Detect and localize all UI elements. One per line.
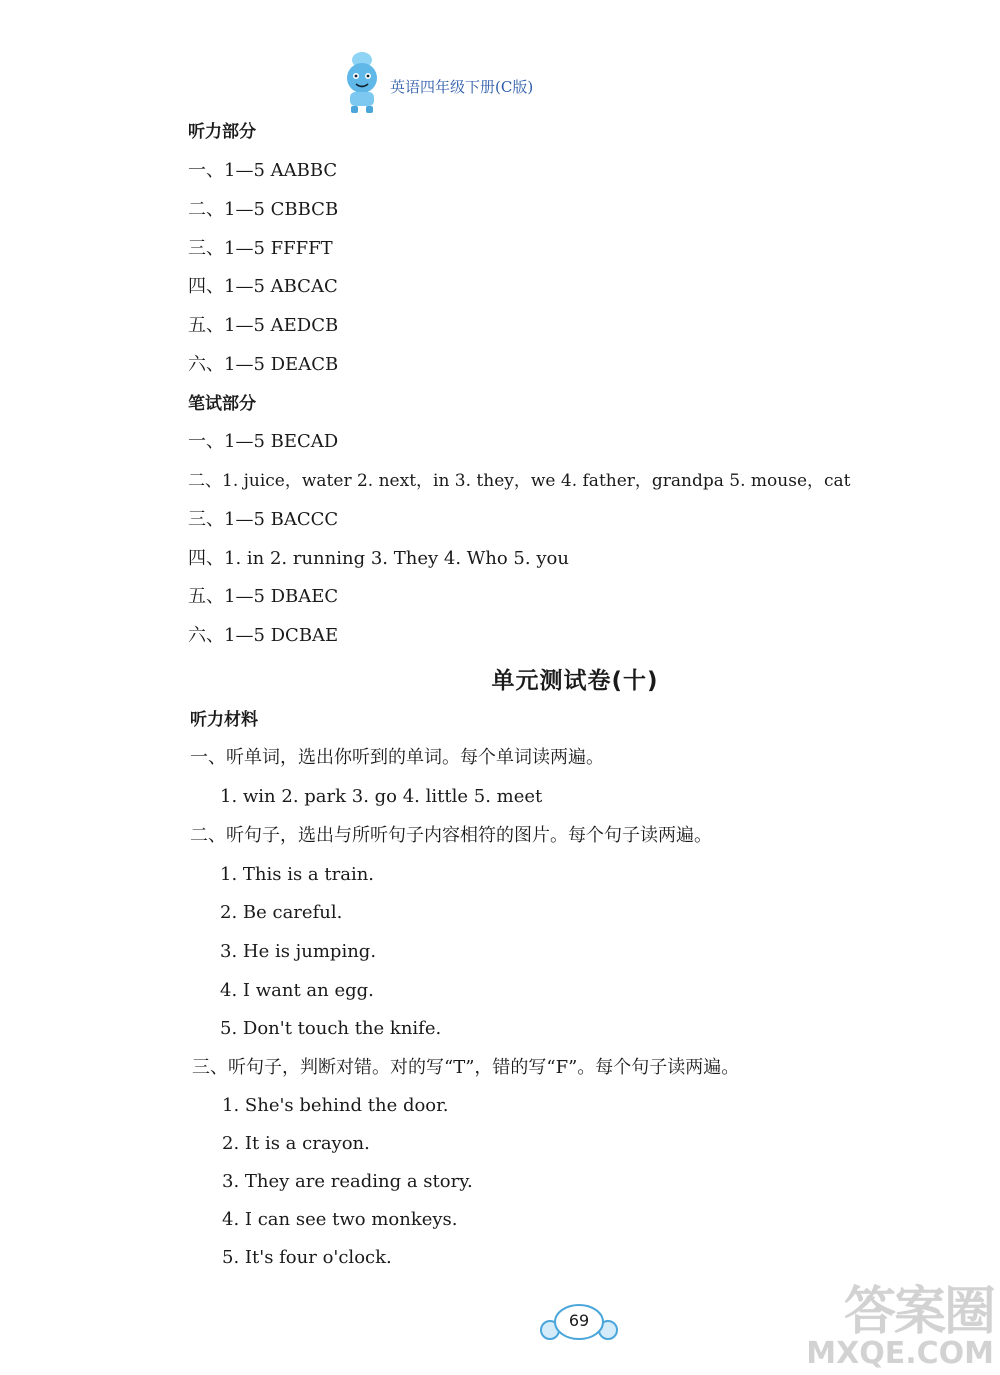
watermark-cn: 答案圈 xyxy=(843,1282,994,1342)
part3-item-3: 3. They are reading a story. xyxy=(222,1171,473,1192)
part2-instruction: 二、听句子，选出与所听句子内容相符的图片。每个句子读两遍。 xyxy=(190,825,712,846)
written-answer-5: 五、1—5 DBAEC xyxy=(188,586,339,607)
part3-instruction: 三、听句子，判断对错。对的写“T”，错的写“F”。每个句子读两遍。 xyxy=(192,1057,740,1078)
listening-answer-5: 五、1—5 AEDCB xyxy=(188,315,339,336)
part3-item-5: 5. It's four o'clock. xyxy=(222,1247,392,1268)
listening-answer-6: 六、1—5 DEACB xyxy=(188,354,339,375)
material-heading: 听力材料 xyxy=(190,710,258,730)
written-answer-6: 六、1—5 DCBAE xyxy=(188,625,339,646)
page-number: 69 xyxy=(568,1311,590,1330)
book-title: 英语四年级下册(C版) xyxy=(390,78,534,96)
listening-answer-2: 二、1—5 CBBCB xyxy=(188,199,339,220)
page-number-badge xyxy=(538,1300,620,1346)
watermark xyxy=(806,1282,994,1371)
listening-heading: 听力部分 xyxy=(188,122,256,142)
watermark-en: MXQE.COM xyxy=(806,1336,994,1371)
part2-item-3: 3. He is jumping. xyxy=(220,941,377,962)
listening-answer-4: 四、1—5 ABCAC xyxy=(188,276,338,297)
part2-item-1: 1. This is a train. xyxy=(220,864,375,885)
written-answer-1: 一、1—5 BECAD xyxy=(188,431,339,452)
part3-item-1: 1. She's behind the door. xyxy=(222,1095,449,1116)
part2-item-5: 5. Don't touch the knife. xyxy=(220,1018,442,1039)
unit-test-title: 单元测试卷(十) xyxy=(491,668,659,694)
written-answer-2: 二、1. juice，water 2. next，in 3. they，we 4. father，grandpa 5. mouse，cat xyxy=(188,471,851,491)
part1-instruction: 一、听单词，选出你听到的单词。每个单词读两遍。 xyxy=(190,747,604,768)
part2-item-2: 2. Be careful. xyxy=(220,902,343,923)
written-answer-3: 三、1—5 BACCC xyxy=(188,509,339,530)
listening-answer-3: 三、1—5 FFFFT xyxy=(188,238,333,259)
listening-answer-1: 一、1—5 AABBC xyxy=(188,160,338,181)
written-heading: 笔试部分 xyxy=(188,394,256,414)
written-answer-4: 四、1. in 2. running 3. They 4. Who 5. you xyxy=(188,548,569,569)
mascot-icon xyxy=(338,48,386,116)
page-header xyxy=(338,48,658,118)
part3-item-4: 4. I can see two monkeys. xyxy=(222,1209,458,1230)
part1-items: 1. win 2. park 3. go 4. little 5. meet xyxy=(220,786,543,807)
part2-item-4: 4. I want an egg. xyxy=(220,980,374,1001)
part3-item-2: 2. It is a crayon. xyxy=(222,1133,370,1154)
